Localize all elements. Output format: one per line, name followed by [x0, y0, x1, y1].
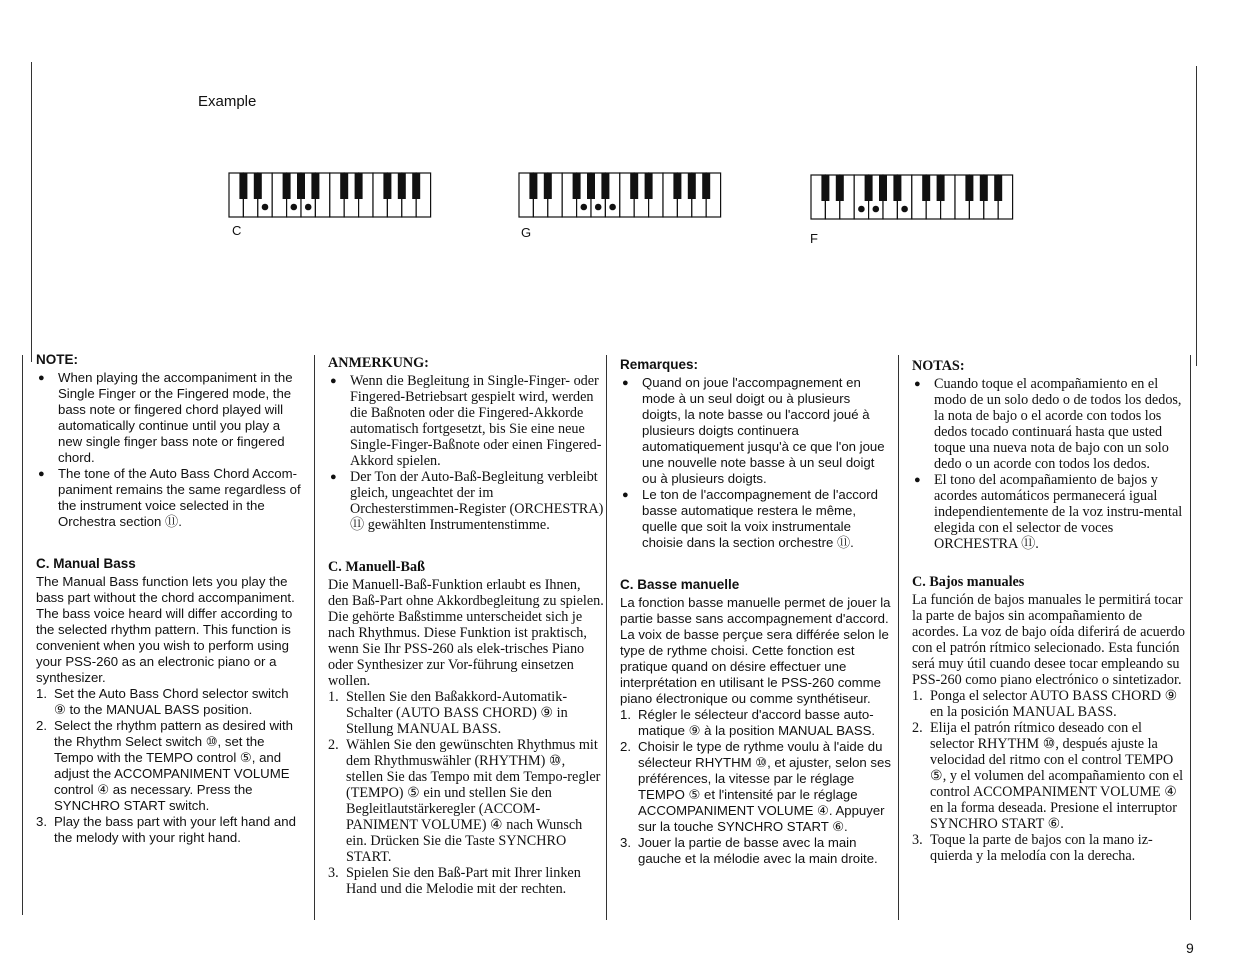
black-key	[398, 173, 406, 199]
black-key	[645, 173, 653, 199]
black-key	[340, 173, 348, 199]
keyboard-diagram-c	[228, 172, 438, 218]
example-label: Example	[198, 93, 257, 110]
black-key	[355, 173, 363, 199]
note-bullet: ● Le ton de l'accompagnement de l'accord basse automatique restera le même, quelle que soit la voix instrumentale choisie dans la section orchestre ⑪.	[620, 487, 892, 551]
section-heading: C. Manual Bass	[36, 556, 136, 571]
column-divider-1	[314, 355, 315, 920]
note-dot	[305, 204, 312, 211]
chord-label-g: G	[521, 225, 532, 240]
step-item: 1. Set the Auto Bass Chord selector switch ⑨ to the MANUAL BASS position.	[36, 686, 289, 717]
note-bullet: ● Quand on joue l'accompagnement en mode à un seul doigt ou à plusieurs doigts, la note basse ou l'accord joué à plusieurs doigts continuera automatiquement jusqu'à ce que l'on joue une nouvelle note basse à un seul doigt ou à plusieurs doigts.	[620, 375, 892, 487]
step-item: 1. Stellen Sie den Baßakkord-Automatik-Schalter (AUTO BASS CHORD) ⑨ in Stellung MANUAL BASS.	[328, 689, 568, 737]
black-key	[383, 173, 391, 199]
right-column-rule	[1190, 355, 1191, 920]
black-key	[821, 175, 829, 201]
black-key	[283, 173, 291, 199]
step-item: 2. Choisir le type de rythme voulu à l'aide du sélecteur RHYTHM ⑩, et ajuster, selon ses préférences, la vitesse par le réglage TEMPO ⑤ et l'intensité par le réglage ACCOMPANIMENT VOLUME ④. Appuyer sur la touche SYNCHRO START ⑥.	[620, 739, 891, 834]
step-item: 3. Play the bass part with your left hand and the melody with your right hand.	[36, 814, 296, 845]
black-key	[412, 173, 420, 199]
section-intro: La fonction basse manuelle permet de jouer la partie basse sans accompagnement d'accord. La voix de basse perçue sera différée selon le type de rythme choisi. Cette fonction est pratique quand on désire effectuer une interprétation en utilisant le PSS-260 comme piano électronique ou comme synthétiseur.	[620, 595, 891, 706]
black-key	[529, 173, 537, 199]
section-heading: C. Manuell-Baß	[328, 559, 425, 575]
black-key	[573, 173, 581, 199]
note-bullet: ● Wenn die Begleitung in Single-Finger- oder Fingered-Betriebsart gespielt wird, werden die Baßnoten oder die Fingered-Akkorde automatisch fortgesetzt, bis Sie eine neue Single-Finger-Baßnote oder einen Fingered-Akkord spielen.	[328, 373, 604, 469]
chord-label-c: C	[232, 223, 242, 238]
note-bullet: ● The tone of the Auto Bass Chord Accom-paniment remains the same regardless of the instrument voice selected in the Orchestra section ⑪.	[36, 466, 304, 530]
note-dot	[581, 204, 588, 211]
black-key	[297, 173, 305, 199]
note-heading: ANMERKUNG:	[328, 355, 429, 371]
note-dot	[262, 204, 269, 211]
step-item: 2. Select the rhythm pattern as desired with the Rhythm Select switch ⑩, set the Tempo with the TEMPO control ⑤, and adjust the ACCOMPANIMENT VOLUME control ④ as necessary. Press the SYNCHRO START switch.	[36, 718, 293, 813]
note-dot	[291, 204, 298, 211]
black-key	[601, 173, 609, 199]
black-key	[587, 173, 595, 199]
note-heading: Remarques:	[620, 357, 699, 372]
black-key	[836, 175, 844, 201]
column-divider-2	[606, 355, 607, 920]
note-heading: NOTE:	[36, 352, 78, 367]
keyboard-diagram-f	[810, 174, 1020, 220]
step-item: 2. Wählen Sie den gewünschten Rhythmus mit dem Rhythmuswähler (RHYTHM) ⑩, stellen Sie das Tempo mit dem Tempo-regler (TEMPO) ⑤ ein und stellen Sie den Begleitlautstärkeregler (ACCOM-PANIMENT VOLUME) ④ nach Wunsch ein. Drücken Sie die Taste SYNCHRO START.	[328, 737, 601, 865]
black-key	[865, 175, 873, 201]
step-item: 2. Elija el patrón rítmico deseado con el selector RHYTHM ⑩, después ajuste la velocidad del ritmo con el control TEMPO ⑤, y el volumen del acompañamiento con el control ACCOMPANIMENT VOLUME ④ en la forma deseada. Presione el interruptor SYNCHRO START ⑥.	[912, 720, 1184, 832]
english-column	[36, 352, 304, 846]
chord-label-f: F	[810, 231, 818, 246]
black-key	[937, 175, 945, 201]
note-bullet: ● When playing the accompaniment in the Single Finger or the Fingered mode, the bass note or fingered chord played will automatically continue until you play a new single finger bass note or fingered chord.	[36, 370, 304, 466]
french-column	[620, 357, 892, 867]
black-key	[311, 173, 319, 199]
section-intro: The Manual Bass function lets you play the bass part without the chord accompaniment. The bass voice heard will differ according to the selected rhythm pattern. This function is convenient when you wish to perform using your PSS-260 as an electronic piano or a synthesizer.	[36, 574, 295, 685]
keyboard-diagram-g	[518, 172, 728, 218]
black-key	[630, 173, 638, 199]
left-margin-rule	[31, 62, 32, 362]
note-heading: NOTAS:	[912, 358, 965, 374]
note-bullet: ● El tono del acompañamiento de bajos y acordes automáticos permanecerá igual independientemente de la voz instru-mental elegida con el selector de voces ORCHESTRA ⑪.	[912, 472, 1188, 552]
note-dot	[595, 204, 602, 211]
left-column-rule	[22, 355, 23, 915]
column-divider-3	[898, 355, 899, 920]
step-item: 1. Ponga el selector AUTO BASS CHORD ⑨ en la posición MANUAL BASS.	[912, 688, 1178, 720]
step-item: 1. Régler le sélecteur d'accord basse auto-matique ⑨ à la position MANUAL BASS.	[620, 707, 876, 738]
black-key	[994, 175, 1002, 201]
right-margin-rule	[1196, 66, 1197, 366]
black-key	[893, 175, 901, 201]
black-key	[702, 173, 710, 199]
note-dot	[901, 206, 908, 213]
step-item: 3. Spielen Sie den Baß-Part mit Ihrer linken Hand und die Melodie mit der rechten.	[328, 865, 581, 897]
step-item: 3. Jouer la partie de basse avec la main gauche et la mélodie avec la main droite.	[620, 835, 878, 866]
note-bullet: ● Der Ton der Auto-Baß-Begleitung verbleibt gleich, ungeachtet der im Orchesterstimmen-Register (ORCHESTRA) ⑪ gewählten Instrumentenstimme.	[328, 469, 604, 533]
black-key	[239, 173, 247, 199]
black-key	[965, 175, 973, 201]
black-key	[922, 175, 930, 201]
black-key	[544, 173, 552, 199]
black-key	[254, 173, 262, 199]
section-heading: C. Basse manuelle	[620, 577, 740, 592]
black-key	[980, 175, 988, 201]
note-dot	[873, 206, 880, 213]
section-heading: C. Bajos manuales	[912, 574, 1025, 590]
black-key	[673, 173, 681, 199]
section-intro: La función de bajos manuales le permitirá tocar la parte de bajos sin acompañamiento de acordes. La voz de bajo oída diferirá de acuerdo con el patrón rítmico selecionado. Esta función será muy útil cuando desee tocar empleando su PSS-260 como piano electrónico o sintetizador.	[912, 592, 1185, 688]
page-number: 9	[1186, 940, 1194, 956]
black-key	[688, 173, 696, 199]
section-intro: Die Manuell-Baß-Funktion erlaubt es Ihnen, den Baß-Part ohne Akkordbegleitung zu spielen. Die gehörte Baßstimme unterscheidet sich je nach Rhythmus. Diese Funktion ist praktisch, wenn Sie Ihr PSS-260 als elek-trisches Piano oder Synthesizer zur Vor-führung einsetzen wollen.	[328, 577, 604, 689]
german-column	[328, 355, 604, 897]
note-dot	[858, 206, 865, 213]
note-dot	[609, 204, 616, 211]
note-bullet: ● Cuando toque el acompañamiento en el modo de un solo dedo o de todos los dedos, la nota de bajo o el acorde con todos los dedos tocado continuará hasta que usted toque una nueva nota de bajo con un solo dedo o un acorde con todos los dedos.	[912, 376, 1188, 472]
spanish-column	[912, 358, 1188, 864]
step-item: 3. Toque la parte de bajos con la mano iz-quierda y la melodía con la derecha.	[912, 832, 1153, 864]
black-key	[879, 175, 887, 201]
